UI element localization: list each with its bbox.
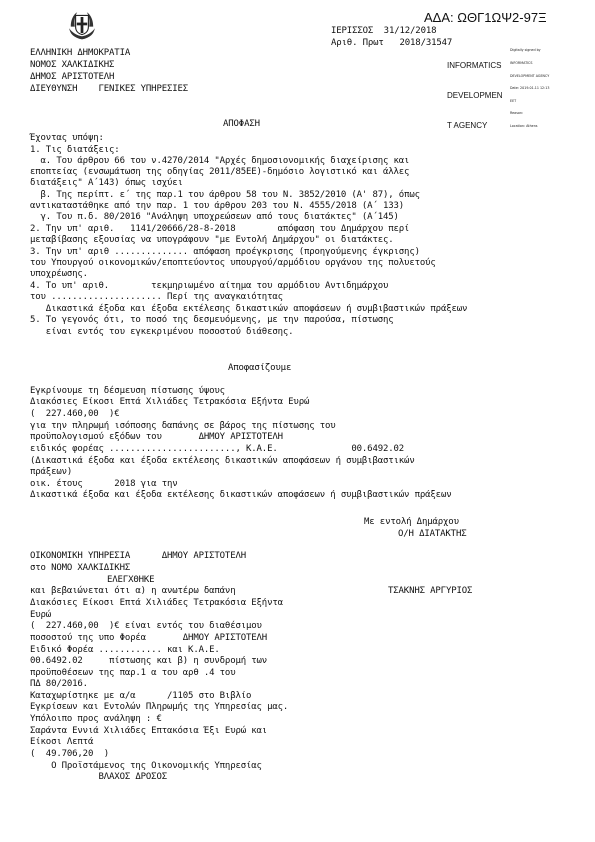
resolve-line: Δικαστικά έξοδα και έξοδα εκτέλεσης δικαστικών αποφάσεων ή συμβιβαστικών πράξεων bbox=[30, 490, 452, 500]
signature-line: DEVELOPMENT AGENCY bbox=[510, 73, 550, 78]
resolve-line: οικ. έτους 2018 για την bbox=[30, 479, 178, 489]
decision-line: μεταβίβασης εξουσίας να υπογράφουν "με Εντολή Δημάρχου" οι διατάκτες. bbox=[30, 235, 394, 245]
finance-line: ( 227.460,00 )€ είναι εντός του διαθέσιμου bbox=[30, 621, 262, 631]
decision-line: 3. Την υπ' αριθ .............. απόφαση προέγκρισης (προηγούμενης έγκρισης) bbox=[30, 247, 420, 257]
finance-line: και βεβαιώνεται ότι α) η ανωτέρω δαπάνη bbox=[30, 586, 236, 596]
resolve-line: Εγκρίνουμε τη δέσμευση πίστωσης ύψους bbox=[30, 386, 225, 396]
signature-line: Digitally signed by bbox=[510, 48, 541, 53]
decision-line: 2. Την υπ' αριθ. 1141/20666/28-8-2018 απόφαση του Δημάρχου περί bbox=[30, 224, 410, 234]
finance-line: ΟΙΚΟΝΟΜΙΚΗ ΥΠΗΡΕΣΙΑ ΔΗΜΟΥ ΑΡΙΣΤΟΤΕΛΗ bbox=[30, 551, 247, 561]
resolve-line: Διακόσιες Είκοσι Επτά Χιλιάδες Τετρακόσια Εξήντα Ευρώ bbox=[30, 397, 310, 407]
finance-line: Ευρώ bbox=[30, 610, 52, 620]
signature-line: Reason: bbox=[510, 111, 524, 116]
finance-head-name: ΒΛΑΧΟΣ ΔΡΟΣΟΣ bbox=[30, 772, 167, 782]
finance-line: Είκοσι Λεπτά bbox=[30, 737, 94, 747]
decision-line: 5. Το γεγονός ότι, το ποσό της δεσμευόμενης, με την παρούσα, πίστωσης bbox=[30, 315, 394, 325]
finance-line: Υπόλοιπο προς ανάληψη : € bbox=[30, 714, 162, 724]
resolve-line: ειδικός φορέας ........................, Κ.Α.Ε. 00.6492.02 bbox=[30, 444, 405, 454]
decision-line: 4. Το υπ' αριθ. τεκμηριωμένο αίτημα του αρμόδιου Αντιδημάρχου bbox=[30, 281, 389, 291]
issuer-line: ΔΗΜΟΣ ΑΡΙΣΤΟΤΕΛΗ bbox=[30, 72, 115, 82]
signature-line: INFORMATICS bbox=[510, 61, 533, 66]
finance-line: στο ΝΟΜΟ ΧΑΛΚΙΔΙΚΗΣ bbox=[30, 563, 131, 573]
finance-line: Καταχωρίστηκε με α/α /1105 στο Βιβλίο bbox=[30, 691, 252, 701]
issuer-line: ΝΟΜΟΣ ΧΑΛΚΙΔΙΚΗΣ bbox=[30, 60, 115, 70]
resolve-line: ( 227.460,00 )€ bbox=[30, 409, 120, 419]
decision-line: γ. Του π.δ. 80/2016 "Ανάληψη υποχρεώσεων από τους διατάκτες" (Α΄145) bbox=[30, 212, 399, 222]
checked-label: ΕΛΕΓΧΘΗΚΕ bbox=[107, 575, 155, 585]
finance-line: Ειδικό Φορέα ............ και Κ.Α.Ε. bbox=[30, 645, 220, 655]
signature-line: Location: Athens bbox=[510, 124, 538, 129]
signature-line: Date: 2019.01.11 12:13 bbox=[510, 86, 550, 91]
decision-line: διατάξεις" Α΄143) όπως ισχύει bbox=[30, 178, 183, 188]
signer-name: ΤΣΑΚΝΗΣ ΑΡΓΥΡΙΟΣ bbox=[388, 586, 473, 596]
order-line: Με εντολή Δημάρχου bbox=[364, 517, 459, 527]
decision-line: 1. Τις διατάξεις: bbox=[30, 145, 120, 155]
resolve-title: Αποφασίζουμε bbox=[228, 363, 292, 373]
finance-line: ( 49.706,20 ) bbox=[30, 749, 110, 759]
decision-line: α. Του άρθρου 66 του ν.4270/2014 "Αρχές δημοσιονομικής διαχείρισης και bbox=[30, 156, 410, 166]
decision-line: του ..................... Περί της αναγκαιότητας bbox=[30, 292, 283, 302]
agency-line: T AGENCY bbox=[447, 121, 488, 130]
decision-line: εποπτείας (ενσωμάτωση της οδηγίας 2011/85ΕΕ)-δημόσιο λογιστικό και άλλες bbox=[30, 167, 410, 177]
finance-line: Εγκρίσεων και Εντολών Πληρωμής της Υπηρεσίας μας. bbox=[30, 702, 289, 712]
protocol-number: Αριθ. Πρωτ 2018/31547 bbox=[331, 38, 453, 48]
ada-code: ΑΔΑ: ΩΘΓ1ΩΨ2-97Ξ bbox=[424, 10, 547, 25]
finance-line: Σαράντα Εννιά Χιλιάδες Επτακόσια Έξι Ευρώ και bbox=[30, 726, 268, 736]
decision-line: του Υπουργού οικονομικών/εποπτεύοντος υπουργού/αρμόδιου οργάνου της πολυετούς bbox=[30, 258, 436, 268]
resolve-line: για την πληρωμή ισόποσης δαπάνης σε βάρος της πίστωσης του bbox=[30, 421, 336, 431]
decision-line: αντικαταστάθηκε από την παρ. 1 του άρθρου 203 του Ν. 4555/2018 (Α΄ 133) bbox=[30, 201, 405, 211]
decision-intro: Έχοντας υπόψη: bbox=[30, 133, 104, 143]
finance-line: 00.6492.02 πίστωσης και β) η συνδρομή των bbox=[30, 656, 268, 666]
signature-line: EET bbox=[510, 98, 517, 103]
finance-line: ΠΔ 80/2016. bbox=[30, 679, 88, 689]
resolve-line: (Δικαστικά έξοδα και έξοδα εκτέλεσης δικαστικών αποφάσεων ή συμβιβαστικών bbox=[30, 456, 415, 466]
decision-line: Δικαστικά έξοδα και έξοδα εκτέλεσης δικαστικών αποφάσεων ή συμβιβαστικών πράξεων bbox=[30, 304, 468, 314]
resolve-line: προϋπολογισμού εξόδων του ΔΗΜΟΥ ΑΡΙΣΤΟΤΕΛΗ bbox=[30, 432, 283, 442]
finance-line: ποσοστού της υπο Φορέα ΔΗΜΟΥ ΑΡΙΣΤΟΤΕΛΗ bbox=[30, 633, 268, 643]
issuer-line: ΕΛΛΗΝΙΚΗ ΔΗΜΟΚΡΑΤΙΑ bbox=[30, 48, 131, 58]
digital-signature bbox=[510, 40, 590, 132]
agency-line: INFORMATICS bbox=[447, 61, 502, 70]
issuer-line: ΔΙΕΥΘΥΝΣΗ ΓΕΝΙΚΕΣ ΥΠΗΡΕΣΙΕΣ bbox=[30, 84, 189, 94]
decision-line: είναι εντός του εγκεκριμένου ποσοστού διάθεσης. bbox=[30, 327, 294, 337]
agency-line: DEVELOPMEN bbox=[447, 91, 503, 100]
finance-head-line: Ο Προϊστάμενος της Οικονομικής Υπηρεσίας bbox=[30, 761, 262, 771]
finance-line: Διακόσιες Είκοσι Επτά Χιλιάδες Τετρακόσια Εξήντα bbox=[30, 598, 283, 608]
decision-line: β. Της περίπτ. ε΄ της παρ.1 του άρθρου 58 του Ν. 3852/2010 (Α' 87), όπως bbox=[30, 190, 420, 200]
decision-title: ΑΠΟΦΑΣΗ bbox=[223, 119, 260, 129]
finance-line: προϋποθέσεων της παρ.1 α του αρθ .4 του bbox=[30, 668, 236, 678]
decision-line: υποχρέωσης. bbox=[30, 269, 88, 279]
greek-emblem-icon bbox=[66, 9, 98, 41]
place-date: ΙΕΡΙΣΣΟΣ 31/12/2018 bbox=[331, 26, 437, 36]
signer-role: Ο/Η ΔΙΑΤΑΚΤΗΣ bbox=[398, 529, 467, 539]
resolve-line: πράξεων) bbox=[30, 467, 73, 477]
agency-stamp bbox=[447, 41, 503, 141]
